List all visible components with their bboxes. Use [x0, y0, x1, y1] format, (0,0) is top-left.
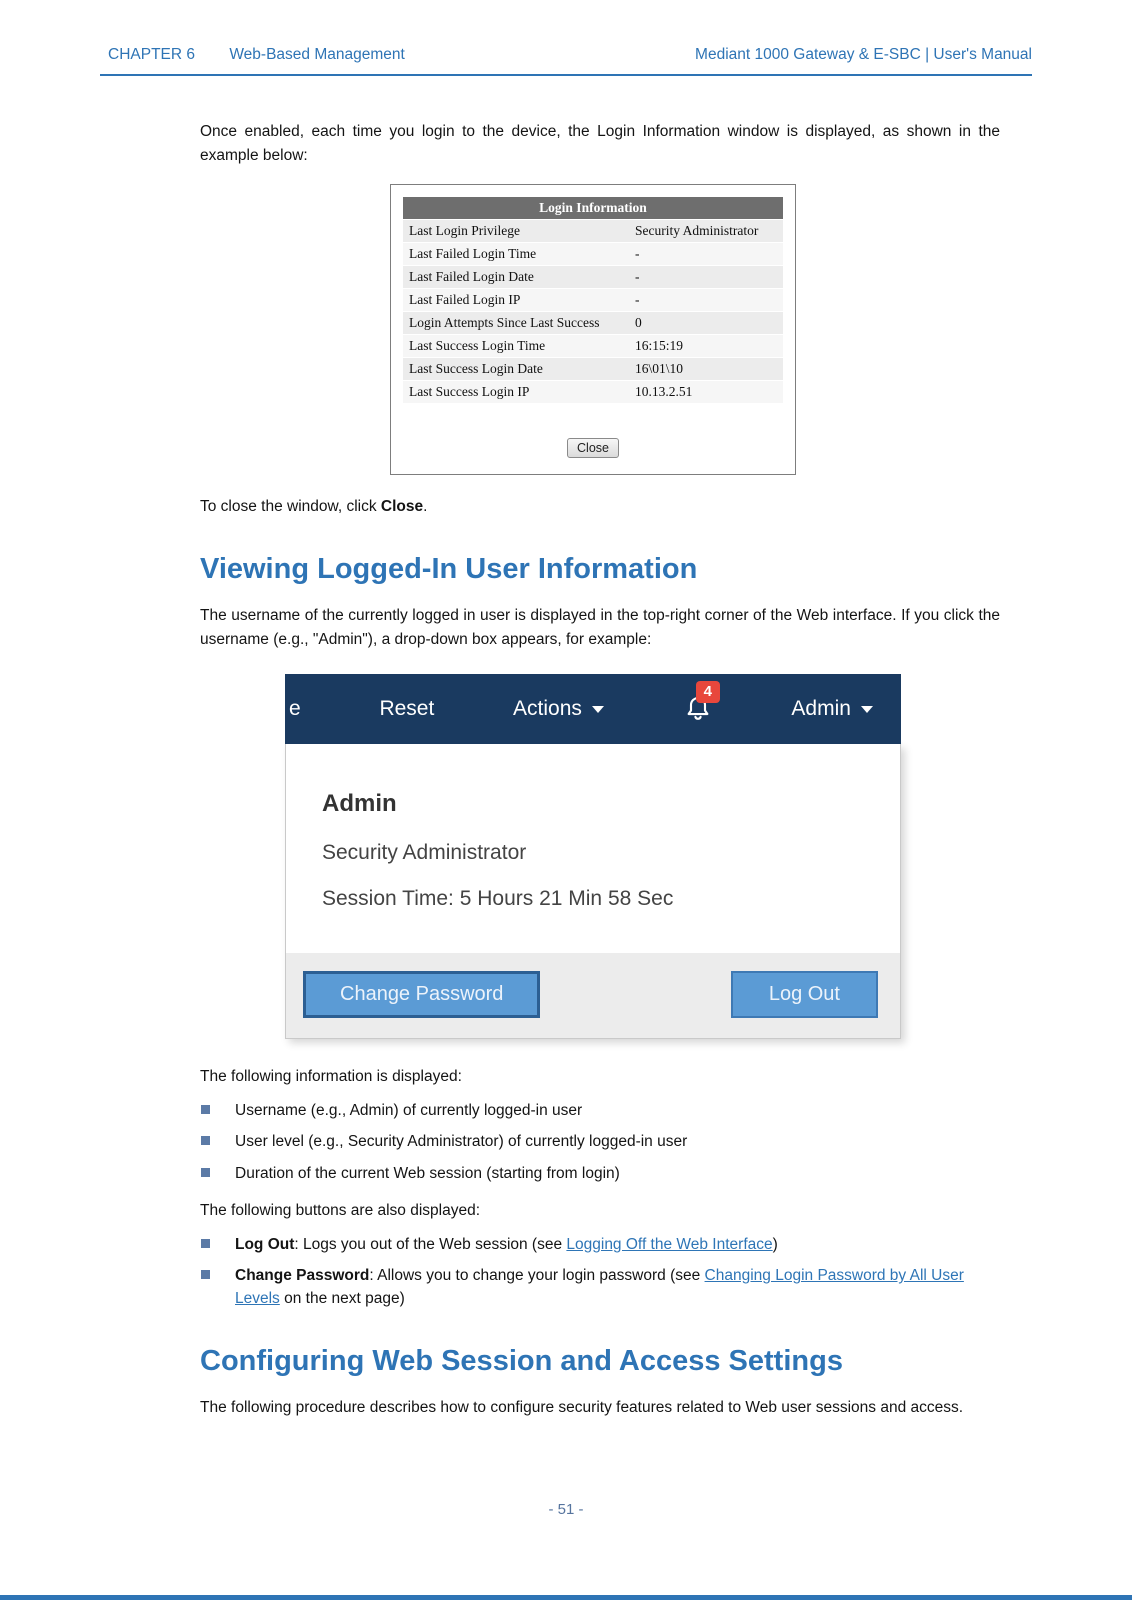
list-item-segment: : Allows you to change your login password (see — [369, 1267, 705, 1285]
login-info-window-title: Login Information — [403, 197, 783, 219]
list-item-bold: Log Out — [235, 1235, 295, 1253]
close-button[interactable]: Close — [567, 438, 619, 458]
info-list — [200, 1099, 1000, 1185]
list-item — [200, 1162, 1000, 1185]
chevron-down-icon — [592, 706, 604, 713]
viewing-paragraph: The username of the currently logged in user is displayed in the top-right corner of the Web interface. If you click the username (e.g., "Admin"), a drop-down box appears, for example: — [200, 607, 1000, 649]
dropdown-body — [286, 744, 900, 953]
logging-off-link[interactable]: Logging Off the Web Interface — [566, 1235, 773, 1253]
dropdown-user-role: Security Administrator — [322, 841, 527, 865]
list-item-segment: on the next page) — [279, 1290, 405, 1308]
table-row — [403, 381, 783, 404]
row-label: Last Failed Login Date — [409, 269, 534, 285]
row-value: 16\01\10 — [635, 361, 684, 377]
row-label: Login Attempts Since Last Success — [409, 315, 600, 331]
toolbar-username-menu[interactable] — [791, 697, 873, 721]
document-content — [0, 76, 1132, 1420]
dropdown-username: Admin — [322, 790, 397, 818]
manual-title: Mediant 1000 Gateway & E-SBC | User's Manual — [695, 46, 1032, 63]
row-value: 16:15:19 — [635, 338, 684, 354]
bullet-square-icon — [201, 1270, 210, 1279]
bullet-square-icon — [201, 1168, 210, 1177]
list-item — [200, 1233, 1000, 1256]
list-item-text — [235, 1264, 1000, 1311]
login-info-screenshot — [390, 184, 796, 475]
list-item-text: User level (e.g., Security Administrator) of currently logged-in user — [235, 1133, 688, 1151]
notification-badge: 4 — [696, 681, 720, 703]
close-note-text: To close the window, click — [200, 498, 381, 516]
table-row — [403, 289, 783, 312]
dropdown-session-time: Session Time: 5 Hours 21 Min 58 Sec — [322, 887, 674, 911]
chevron-down-icon — [861, 706, 873, 713]
row-label: Last Login Privilege — [409, 223, 520, 239]
close-note-bold: Close — [380, 498, 424, 516]
buttons-list — [200, 1233, 1000, 1311]
row-value: 10.13.2.51 — [635, 384, 693, 400]
close-note — [200, 495, 1000, 519]
info-list-intro: The following information is displayed: — [200, 1068, 462, 1086]
header-chapter — [108, 46, 405, 64]
chapter-title: Web-Based Management — [229, 46, 405, 63]
list-item — [200, 1130, 1000, 1153]
close-note-suffix: . — [423, 498, 428, 516]
section-title-configuring: Configuring Web Session and Access Settings — [200, 1344, 843, 1377]
table-row — [403, 335, 783, 358]
toolbar-partial-item: e — [289, 697, 301, 721]
chapter-label: CHAPTER 6 — [108, 46, 195, 63]
row-value: - — [635, 292, 640, 308]
bullet-square-icon — [201, 1239, 210, 1248]
toolbar-reset-button[interactable]: Reset — [379, 697, 435, 721]
dropdown-footer — [286, 953, 900, 1038]
change-password-button[interactable]: Change Password — [303, 971, 540, 1018]
page-number: - 51 - — [548, 1501, 584, 1518]
list-item-text: Username (e.g., Admin) of currently logged-in user — [235, 1102, 583, 1120]
row-value: 0 — [635, 315, 642, 331]
login-info-table — [403, 219, 783, 404]
row-value: - — [635, 269, 640, 285]
toolbar-actions-menu[interactable] — [513, 697, 604, 721]
page-header — [0, 0, 1132, 64]
table-row — [403, 358, 783, 381]
list-item-text — [235, 1233, 778, 1256]
log-out-button[interactable]: Log Out — [731, 971, 878, 1018]
changing-password-link[interactable]: Changing Login Password by All User Levels — [235, 1267, 964, 1308]
notifications-bell-button[interactable] — [683, 683, 713, 724]
web-toolbar — [285, 674, 901, 744]
row-label: Last Failed Login Time — [409, 246, 537, 262]
table-row — [403, 266, 783, 289]
list-item — [200, 1264, 1000, 1311]
row-label: Last Success Login Time — [409, 338, 546, 354]
section-title-viewing: Viewing Logged-In User Information — [200, 553, 698, 586]
list-item — [200, 1099, 1000, 1122]
toolbar-actions-label: Actions — [513, 697, 582, 721]
table-row — [403, 220, 783, 243]
buttons-list-intro: The following buttons are also displayed: — [200, 1201, 481, 1219]
bullet-square-icon — [201, 1136, 210, 1145]
row-value: - — [635, 246, 640, 262]
footer-divider — [0, 1595, 1132, 1600]
user-dropdown-screenshot — [285, 674, 901, 1039]
login-info-window — [390, 184, 796, 475]
table-row — [403, 312, 783, 335]
configuring-paragraph: The following procedure describes how to configure security features related to Web user sessions and access. — [200, 1398, 964, 1416]
list-item-text: Duration of the current Web session (starting from login) — [235, 1164, 620, 1182]
table-row — [403, 243, 783, 266]
row-label: Last Success Login IP — [409, 384, 530, 400]
bullet-square-icon — [201, 1105, 210, 1114]
list-item-segment: : Logs you out of the Web session (see — [294, 1235, 567, 1253]
intro-paragraph: Once enabled, each time you login to the device, the Login Information window is displayed, as shown in the example below: — [200, 123, 1000, 165]
user-dropdown-panel — [285, 744, 901, 1039]
toolbar-username-label: Admin — [791, 697, 851, 721]
list-item-segment: ) — [772, 1235, 778, 1253]
close-button-row — [403, 438, 783, 462]
row-value: Security Administrator — [635, 223, 759, 239]
list-item-bold: Change Password — [235, 1267, 370, 1285]
row-label: Last Success Login Date — [409, 361, 543, 377]
row-label: Last Failed Login IP — [409, 292, 521, 308]
